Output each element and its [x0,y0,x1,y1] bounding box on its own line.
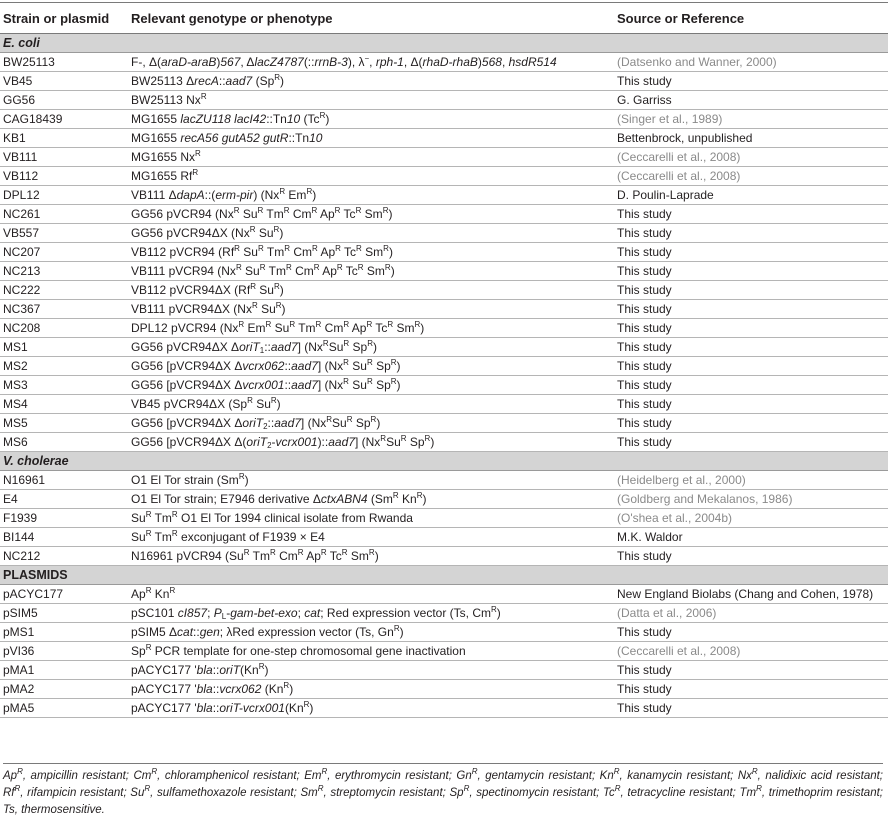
table-row [0,300,888,319]
table-row [0,585,888,604]
genotype-cell: BW25113 ΔrecA::aad7 $(Sp^R)$ [128,72,614,91]
table-header-row [0,3,888,34]
genotype-cell: pSC101 cI857; $P_L-gam-bet$-exo; cat; Red expression vector (Ts, $Cm^R$) [128,604,614,623]
source-cell: (Heidelberg et al., 2000) [614,471,888,490]
table-row [0,205,888,224]
table-row [0,53,888,72]
table-row [0,91,888,110]
genotype-cell: GG56 pVCR94ΔX ($Nx^R$ $Su^R$) [128,224,614,243]
source-cell: This study [614,205,888,224]
source-cell: This study [614,661,888,680]
genotype-cell: MG1655 $Nx^R$ [128,148,614,167]
strain-name: MS5 [0,414,128,433]
genotype-cell: MG1655 recA56 gutA52 gutR::Tn10 [128,129,614,148]
table-row [0,110,888,129]
source-cell: This study [614,699,888,718]
table-row [0,72,888,91]
strains-plasmids-table [0,2,888,718]
strain-name: NC208 [0,319,128,338]
genotype-cell: GG56 [pVCR94ΔX ΔoriT$_2$::aad7] ($Nx^RSu^R$ $Sp^R$) [128,414,614,433]
header-source: Source or Reference [614,3,888,34]
table-row [0,319,888,338]
genotype-cell: BW25113 $Nx^R$ [128,91,614,110]
genotype-cell: VB111 pVCR94 ($Nx^R$ $Su^R$ $Tm^R$ $Cm^R$ $Ap^R$ $Tc^R$ $Sm^R$) [128,262,614,281]
table-row [0,262,888,281]
strain-name: NC261 [0,205,128,224]
genotype-cell: $Sp^R$ PCR template for one-step chromosomal gene inactivation [128,642,614,661]
genotype-cell: DPL12 pVCR94 ($Nx^R$ $Em^R$ $Su^R$ $Tm^R$ $Cm^R$ $Ap^R$ $Tc^R$ $Sm^R$) [128,319,614,338]
strain-name: NC213 [0,262,128,281]
strain-name: MS6 [0,433,128,452]
table-row [0,186,888,205]
table-row [0,148,888,167]
genotype-cell: VB111 ΔdapA::(erm-pir) ($Nx^R$ $Em^R$) [128,186,614,205]
source-cell: This study [614,680,888,699]
source-cell: G. Garriss [614,91,888,110]
source-cell: (Ceccarelli et al., 2008) [614,642,888,661]
source-cell: This study [614,433,888,452]
table-row [0,642,888,661]
section-label: V. cholerae [0,452,888,471]
strain-name: F1939 [0,509,128,528]
table-row [0,490,888,509]
strain-name: VB111 [0,148,128,167]
table-row [0,395,888,414]
strain-name: MS3 [0,376,128,395]
section-row [0,452,888,471]
table-row [0,604,888,623]
strain-name: VB112 [0,167,128,186]
table-row [0,661,888,680]
source-cell: This study [614,395,888,414]
genotype-cell: GG56 [pVCR94ΔX Δvcrx001::aad7] ($Nx^R$ $Su^R$ $Sp^R$) [128,376,614,395]
strain-name: pMA2 [0,680,128,699]
strain-name: MS2 [0,357,128,376]
header-genotype: Relevant genotype or phenotype [128,3,614,34]
strain-name: pMS1 [0,623,128,642]
strain-name: CAG18439 [0,110,128,129]
strain-name: BW25113 [0,53,128,72]
source-cell: (Ceccarelli et al., 2008) [614,148,888,167]
source-cell: (O'shea et al., 2004b) [614,509,888,528]
table-row [0,129,888,148]
genotype-cell: F-, Δ(araD-araB)567, ΔlacZ4787(::rrnB-3), λ−, rph-1, Δ(rhaD-rhaB)568, hsdR514 [128,53,614,72]
genotype-cell: $Ap^R$ $Kn^R$ [128,585,614,604]
strain-name: MS4 [0,395,128,414]
source-cell: (Singer et al., 1989) [614,110,888,129]
source-cell: (Datta et al., 2006) [614,604,888,623]
table-row [0,414,888,433]
table-row [0,623,888,642]
table-row [0,699,888,718]
genotype-cell: N16961 pVCR94 ($Su^R$ $Tm^R$ $Cm^R$ $Ap^R$ $Tc^R$ $Sm^R$) [128,547,614,566]
source-cell: New England Biolabs (Chang and Cohen, 1978) [614,585,888,604]
table-row [0,357,888,376]
genotype-cell: $Su^R$ $Tm^R$ O1 El Tor 1994 clinical isolate from Rwanda [128,509,614,528]
source-cell: This study [614,376,888,395]
source-cell: (Datsenko and Wanner, 2000) [614,53,888,72]
strain-name: GG56 [0,91,128,110]
table-row [0,376,888,395]
genotype-cell: pACYC177 'bla::vcrx062 $(Kn^R)$ [128,680,614,699]
table-row [0,509,888,528]
table-row [0,433,888,452]
strain-name: NC367 [0,300,128,319]
genotype-cell: VB45 pVCR94ΔX ($Sp^R$ $Su^R$) [128,395,614,414]
genotype-cell: MG1655 lacZU118 lacI42::Tn10 $(Tc^R)$ [128,110,614,129]
table-row [0,243,888,262]
genotype-cell: O1 El Tor strain; E7946 derivative ΔctxABN4 ($Sm^R$ $Kn^R$) [128,490,614,509]
table-row [0,680,888,699]
strain-name: NC212 [0,547,128,566]
source-cell: This study [614,300,888,319]
table-footnote: $Ap^R$, ampicillin resistant; $Cm^R$, chloramphenicol resistant; $Em^R$, erythromycin resistant; $Gn^R$, gentamycin resistant; $Kn^R$, kanamycin resistant; $Nx^R$, nalidixic acid resistant; $Rf^R$, rifampicin resistant; $Su^R$, sulfamethoxazole resistant; $Sm^R$, streptomycin resistant; $Sp^R$, spectinomycin resistant; $Tc^R$, tetracycline resistant; $Tm^R$, trimethoprim resistant; Ts, thermosensitive. [3,763,883,819]
genotype-cell: pACYC177 '$bla::oriT-vcrx001(Kn^R)$ [128,699,614,718]
table-body [0,34,888,718]
strain-name: VB557 [0,224,128,243]
strain-name: KB1 [0,129,128,148]
source-cell: (Goldberg and Mekalanos, 1986) [614,490,888,509]
strain-name: pVI36 [0,642,128,661]
strain-name: pMA5 [0,699,128,718]
genotype-cell: pSIM5 Δcat::gen; λRed expression vector (Ts, $Gn^R$) [128,623,614,642]
strain-name: NC222 [0,281,128,300]
strain-name: NC207 [0,243,128,262]
strain-name: BI144 [0,528,128,547]
source-cell: This study [614,338,888,357]
section-row [0,34,888,53]
genotype-cell: GG56 [pVCR94ΔX Δvcrx062::aad7] ($Nx^R$ $Su^R$ $Sp^R$) [128,357,614,376]
section-label: E. coli [0,34,888,53]
source-cell: D. Poulin-Laprade [614,186,888,205]
source-cell: This study [614,243,888,262]
source-cell: This study [614,224,888,243]
table-row [0,224,888,243]
strain-name: MS1 [0,338,128,357]
genotype-cell: VB112 pVCR94ΔX ($Rf^R$ $Su^R$) [128,281,614,300]
genotype-cell: O1 El Tor strain $(Sm^R)$ [128,471,614,490]
strain-name: pACYC177 [0,585,128,604]
table-row [0,338,888,357]
strain-name: E4 [0,490,128,509]
strain-name: VB45 [0,72,128,91]
source-cell: Bettenbrock, unpublished [614,129,888,148]
section-label: PLASMIDS [0,566,888,585]
genotype-cell: GG56 pVCR94ΔX ΔoriT$_1$::aad7] ($Nx^RSu^R$ $Sp^R$) [128,338,614,357]
genotype-cell: GG56 [pVCR94ΔX Δ(oriT$_2$-vcrx001)::aad7] ($Nx^RSu^R$ $Sp^R$) [128,433,614,452]
genotype-cell: pACYC177 '$bla::oriT(Kn^R)$ [128,661,614,680]
genotype-cell: VB112 pVCR94 ($Rf^R$ $Su^R$ $Tm^R$ $Cm^R$ $Ap^R$ $Tc^R$ $Sm^R$) [128,243,614,262]
table-row [0,547,888,566]
genotype-cell: $Su^R$ $Tm^R$ exconjugant of F1939 × E4 [128,528,614,547]
genotype-cell: MG1655 $Rf^R$ [128,167,614,186]
strain-name: DPL12 [0,186,128,205]
source-cell: This study [614,623,888,642]
table-row [0,167,888,186]
table-row [0,528,888,547]
source-cell: This study [614,414,888,433]
source-cell: This study [614,281,888,300]
source-cell: M.K. Waldor [614,528,888,547]
strain-name: pSIM5 [0,604,128,623]
source-cell: This study [614,262,888,281]
strain-name: N16961 [0,471,128,490]
table-row [0,471,888,490]
header-strain: Strain or plasmid [0,3,128,34]
source-cell: This study [614,319,888,338]
genotype-cell: GG56 pVCR94 ($Nx^R$ $Su^R$ $Tm^R$ $Cm^R$ $Ap^R$ $Tc^R$ $Sm^R$) [128,205,614,224]
genotype-cell: VB111 pVCR94ΔX ($Nx^R$ $Su^R$) [128,300,614,319]
section-row [0,566,888,585]
strain-name: pMA1 [0,661,128,680]
source-cell: This study [614,72,888,91]
source-cell: (Ceccarelli et al., 2008) [614,167,888,186]
source-cell: This study [614,547,888,566]
table-row [0,281,888,300]
source-cell: This study [614,357,888,376]
